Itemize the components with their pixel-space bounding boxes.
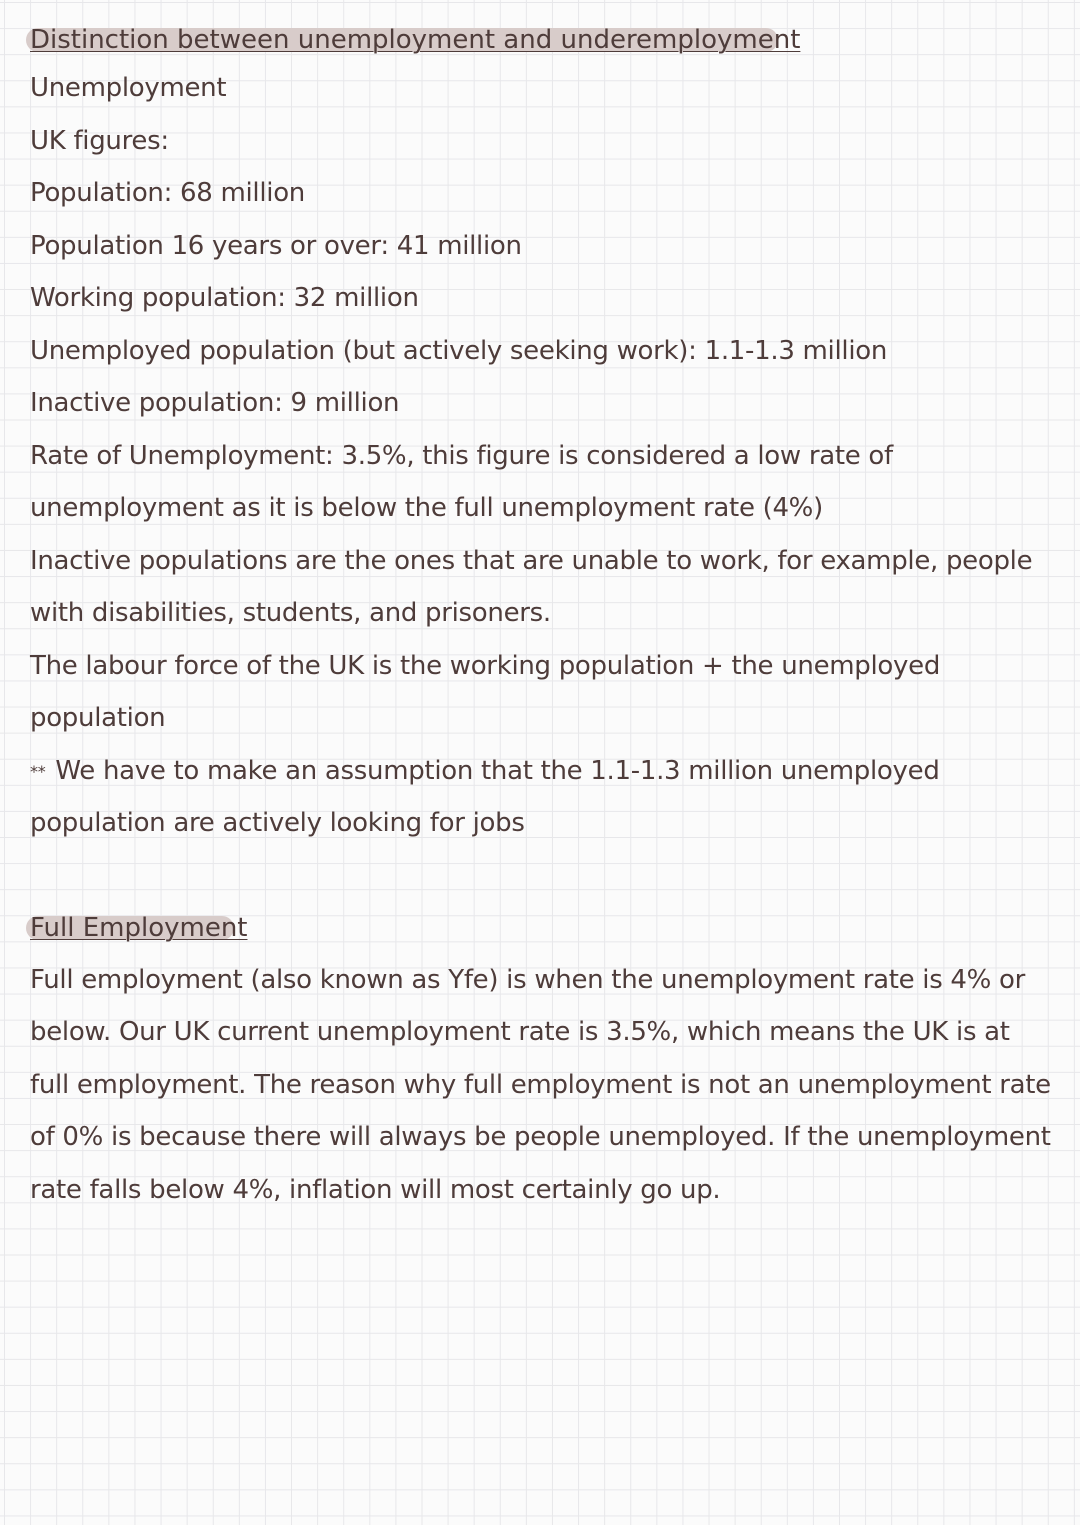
- note-line: Inactive population: 9 million: [30, 388, 400, 418]
- note-line: Rate of Unemployment: 3.5%, this figure is considered a low rate of: [30, 441, 893, 471]
- note-line: population: [30, 703, 166, 733]
- note-line: Unemployed population (but actively seeking work): 1.1-1.3 million: [30, 336, 888, 366]
- paragraph-line: of 0% is because there will always be people unemployed. If the unemployment: [30, 1122, 1051, 1152]
- asterisk-marker: **: [30, 761, 46, 781]
- note-line: UK figures:: [30, 126, 169, 156]
- note-text: We have to make an assumption that the 1.1-1.3 million unemployed: [55, 756, 940, 786]
- section-heading-full-employment: [26, 910, 248, 943]
- section-heading-distinction: [26, 22, 801, 55]
- note-line: Inactive populations are the ones that are unable to work, for example, people: [30, 546, 1033, 576]
- paragraph-line: below. Our UK current unemployment rate is 3.5%, which means the UK is at: [30, 1017, 1010, 1047]
- section1-heading-text: Distinction between unemployment and underemployment: [30, 25, 801, 55]
- paragraph-line: full employment. The reason why full employment is not an unemployment rate: [30, 1070, 1051, 1100]
- note-line: Working population: 32 million: [30, 283, 419, 313]
- note-line: Population 16 years or over: 41 million: [30, 231, 522, 261]
- note-line: population are actively looking for jobs: [30, 808, 525, 838]
- note-line: unemployment as it is below the full unemployment rate (4%): [30, 493, 823, 523]
- section2-heading-text: Full Employment: [30, 913, 248, 943]
- note-line: Unemployment: [30, 73, 227, 103]
- paragraph-line: rate falls below 4%, inflation will most certainly go up.: [30, 1175, 721, 1205]
- paragraph-line: Full employment (also known as Yfe) is when the unemployment rate is 4% or: [30, 965, 1026, 995]
- note-line: The labour force of the UK is the working population + the unemployed: [30, 651, 941, 681]
- note-assumption-line: [30, 745, 940, 798]
- note-line: with disabilities, students, and prisoners.: [30, 598, 551, 628]
- note-line: Population: 68 million: [30, 178, 305, 208]
